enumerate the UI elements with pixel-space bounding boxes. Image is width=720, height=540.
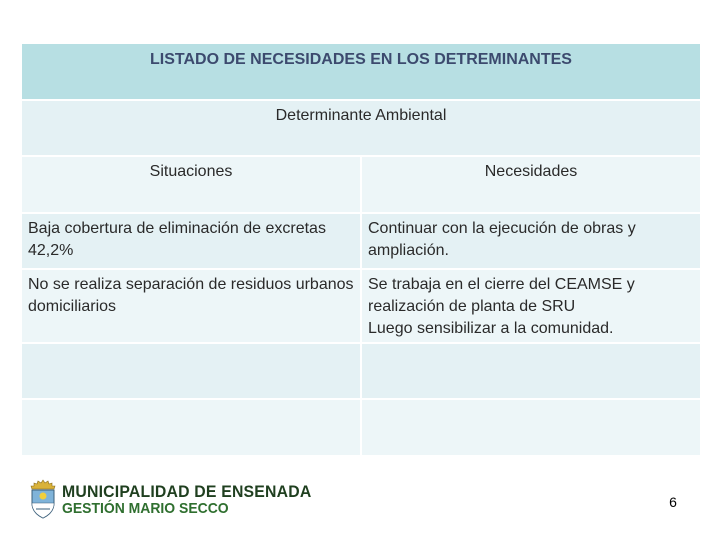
necesidad-cell bbox=[361, 343, 701, 399]
situacion-cell bbox=[21, 399, 361, 456]
situacion-cell bbox=[21, 343, 361, 399]
table-row bbox=[21, 343, 701, 399]
header-situaciones: Situaciones bbox=[21, 156, 361, 213]
determinant-row bbox=[21, 100, 701, 156]
crest-icon bbox=[28, 479, 58, 519]
table-row bbox=[21, 269, 701, 343]
necesidad-cell: Continuar con la ejecución de obras y ampliación. bbox=[361, 213, 701, 269]
necesidad-cell: Se trabaja en el cierre del CEAMSE y realización de planta de SRU Luego sensibilizar a la comunidad. bbox=[361, 269, 701, 343]
situacion-cell: Baja cobertura de eliminación de excretas 42,2% bbox=[21, 213, 361, 269]
needs-table bbox=[20, 42, 702, 457]
situacion-cell: No se realiza separación de residuos urbanos domiciliarios bbox=[21, 269, 361, 343]
logo-line1: MUNICIPALIDAD DE ENSENADA bbox=[62, 482, 312, 501]
header-row bbox=[21, 156, 701, 213]
determinant-label: Determinante Ambiental bbox=[21, 100, 701, 156]
municipality-logo bbox=[28, 479, 318, 521]
table-title-row bbox=[21, 43, 701, 100]
necesidad-cell bbox=[361, 399, 701, 456]
table-title: LISTADO DE NECESIDADES EN LOS DETREMINANTES bbox=[21, 43, 701, 100]
logo-line2: GESTIÓN MARIO SECCO bbox=[62, 500, 229, 517]
page-number: 6 bbox=[669, 494, 677, 510]
header-necesidades: Necesidades bbox=[361, 156, 701, 213]
table-row bbox=[21, 399, 701, 456]
table-row bbox=[21, 213, 701, 269]
